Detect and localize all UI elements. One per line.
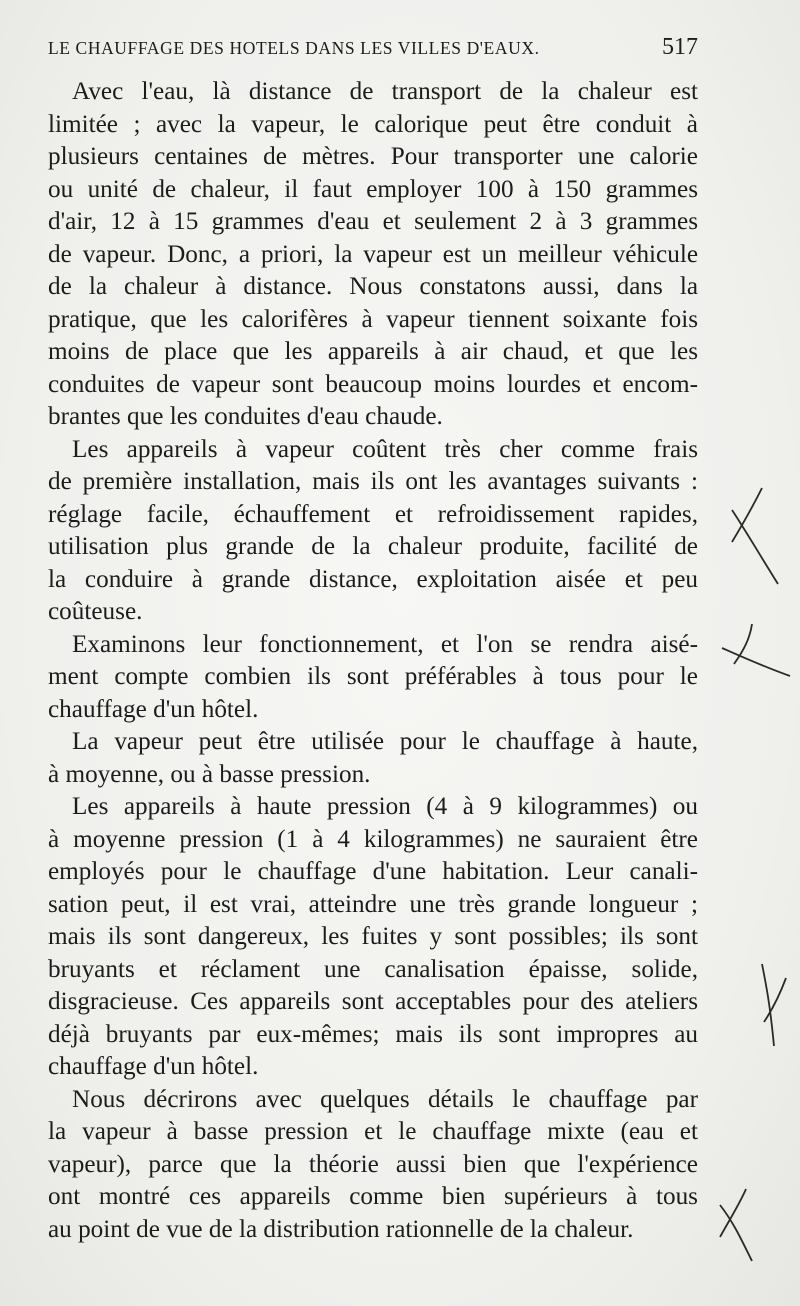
- pencil-x-mark-3: [752, 960, 796, 1050]
- paragraph: [48, 791, 698, 1084]
- text-line: pratique, que les calorifères à vapeur tiennent soixante fois: [48, 305, 698, 333]
- body-text: [48, 76, 698, 1246]
- text-line: la conduire à grande distance, exploitation aisée et peu: [48, 565, 698, 593]
- text-line: employés pour le chauffage d'une habitation. Leur canali-: [48, 858, 698, 885]
- paragraph: [48, 629, 698, 727]
- text-line: déjà bruyants par eux-mêmes; mais ils sont impropres au: [48, 1020, 698, 1048]
- text-line: mais ils sont dangereux, les fuites y sont possibles; ils sont: [48, 923, 698, 950]
- text-line: bruyants et réclament une canalisation épaisse, solide,: [48, 955, 698, 983]
- text-line: La vapeur peut être utilisée pour le chauffage à haute,: [72, 728, 698, 755]
- text-line: de la chaleur à distance. Nous constatons aussi, dans la: [48, 273, 698, 300]
- text-line: Les appareils à haute pression (4 à 9 kilogrammes) ou: [72, 793, 698, 820]
- text-line: Examinons leur fonctionnement, et l'on se rendra aisé-: [72, 630, 698, 658]
- text-line: au point de vue de la distribution rationnelle de la chaleur.: [48, 1215, 634, 1243]
- text-line: vapeur), parce que la théorie aussi bien que l'expérience: [48, 1150, 698, 1178]
- text-line: brantes que les conduites d'eau chaude.: [48, 403, 443, 430]
- text-line: ou unité de chaleur, il faut employer 100 à 150 grammes: [48, 175, 698, 203]
- text-line: réglage facile, échauffement et refroidissement rapides,: [48, 500, 698, 528]
- pencil-x-mark-4: [716, 1185, 760, 1265]
- text-line: utilisation plus grande de la chaleur produite, facilité de: [48, 533, 698, 560]
- text-line: Nous décrirons avec quelques détails le chauffage par: [72, 1085, 698, 1113]
- text-line: moins de place que les appareils à air chaud, et que les: [48, 338, 698, 365]
- text-line: conduites de vapeur sont beaucoup moins lourdes et encom-: [48, 370, 698, 398]
- paragraph: [48, 434, 698, 629]
- margin-annotations: [716, 470, 800, 1270]
- pencil-x-mark-2: [716, 620, 796, 680]
- text-line: Avec l'eau, là distance de transport de la chaleur est: [72, 78, 698, 105]
- running-header-title: LE CHAUFFAGE DES HOTELS DANS LES VILLES D'EAUX.: [48, 38, 540, 58]
- text-line: à moyenne pression (1 à 4 kilogrammes) ne sauraient être: [48, 825, 698, 853]
- text-line: plusieurs centaines de mètres. Pour transporter une calorie: [48, 143, 698, 170]
- text-line: ont montré ces appareils comme bien supérieurs à tous: [48, 1183, 698, 1210]
- text-line: sation peut, il est vrai, atteindre une très grande longueur ;: [48, 890, 698, 918]
- text-line: disgracieuse. Ces appareils sont acceptables pour des ateliers: [48, 988, 698, 1015]
- paragraph: [48, 76, 698, 434]
- paragraph: [48, 726, 698, 791]
- text-line: coûteuse.: [48, 598, 143, 625]
- text-line: la vapeur à basse pression et le chauffage mixte (eau et: [48, 1118, 698, 1145]
- text-line: chauffage d'un hôtel.: [48, 695, 259, 723]
- text-line: limitée ; avec la vapeur, le calorique peut être conduit à: [48, 110, 698, 138]
- text-line: chauffage d'un hôtel.: [48, 1053, 259, 1080]
- text-line: de vapeur. Donc, a priori, la vapeur est un meilleur véhicule: [48, 240, 698, 268]
- paragraph: [48, 1084, 698, 1247]
- text-line: à moyenne, ou à basse pression.: [48, 760, 371, 788]
- text-line: d'air, 12 à 15 grammes d'eau et seulement 2 à 3 grammes: [48, 208, 698, 235]
- pencil-x-mark-1: [718, 480, 788, 590]
- text-line: ment compte combien ils sont préférables à tous pour le: [48, 663, 698, 690]
- running-header: [48, 34, 698, 68]
- text-line: Les appareils à vapeur coûtent très cher comme frais: [72, 435, 698, 463]
- text-line: de première installation, mais ils ont les avantages suivants :: [48, 468, 698, 495]
- page-number: 517: [662, 34, 698, 60]
